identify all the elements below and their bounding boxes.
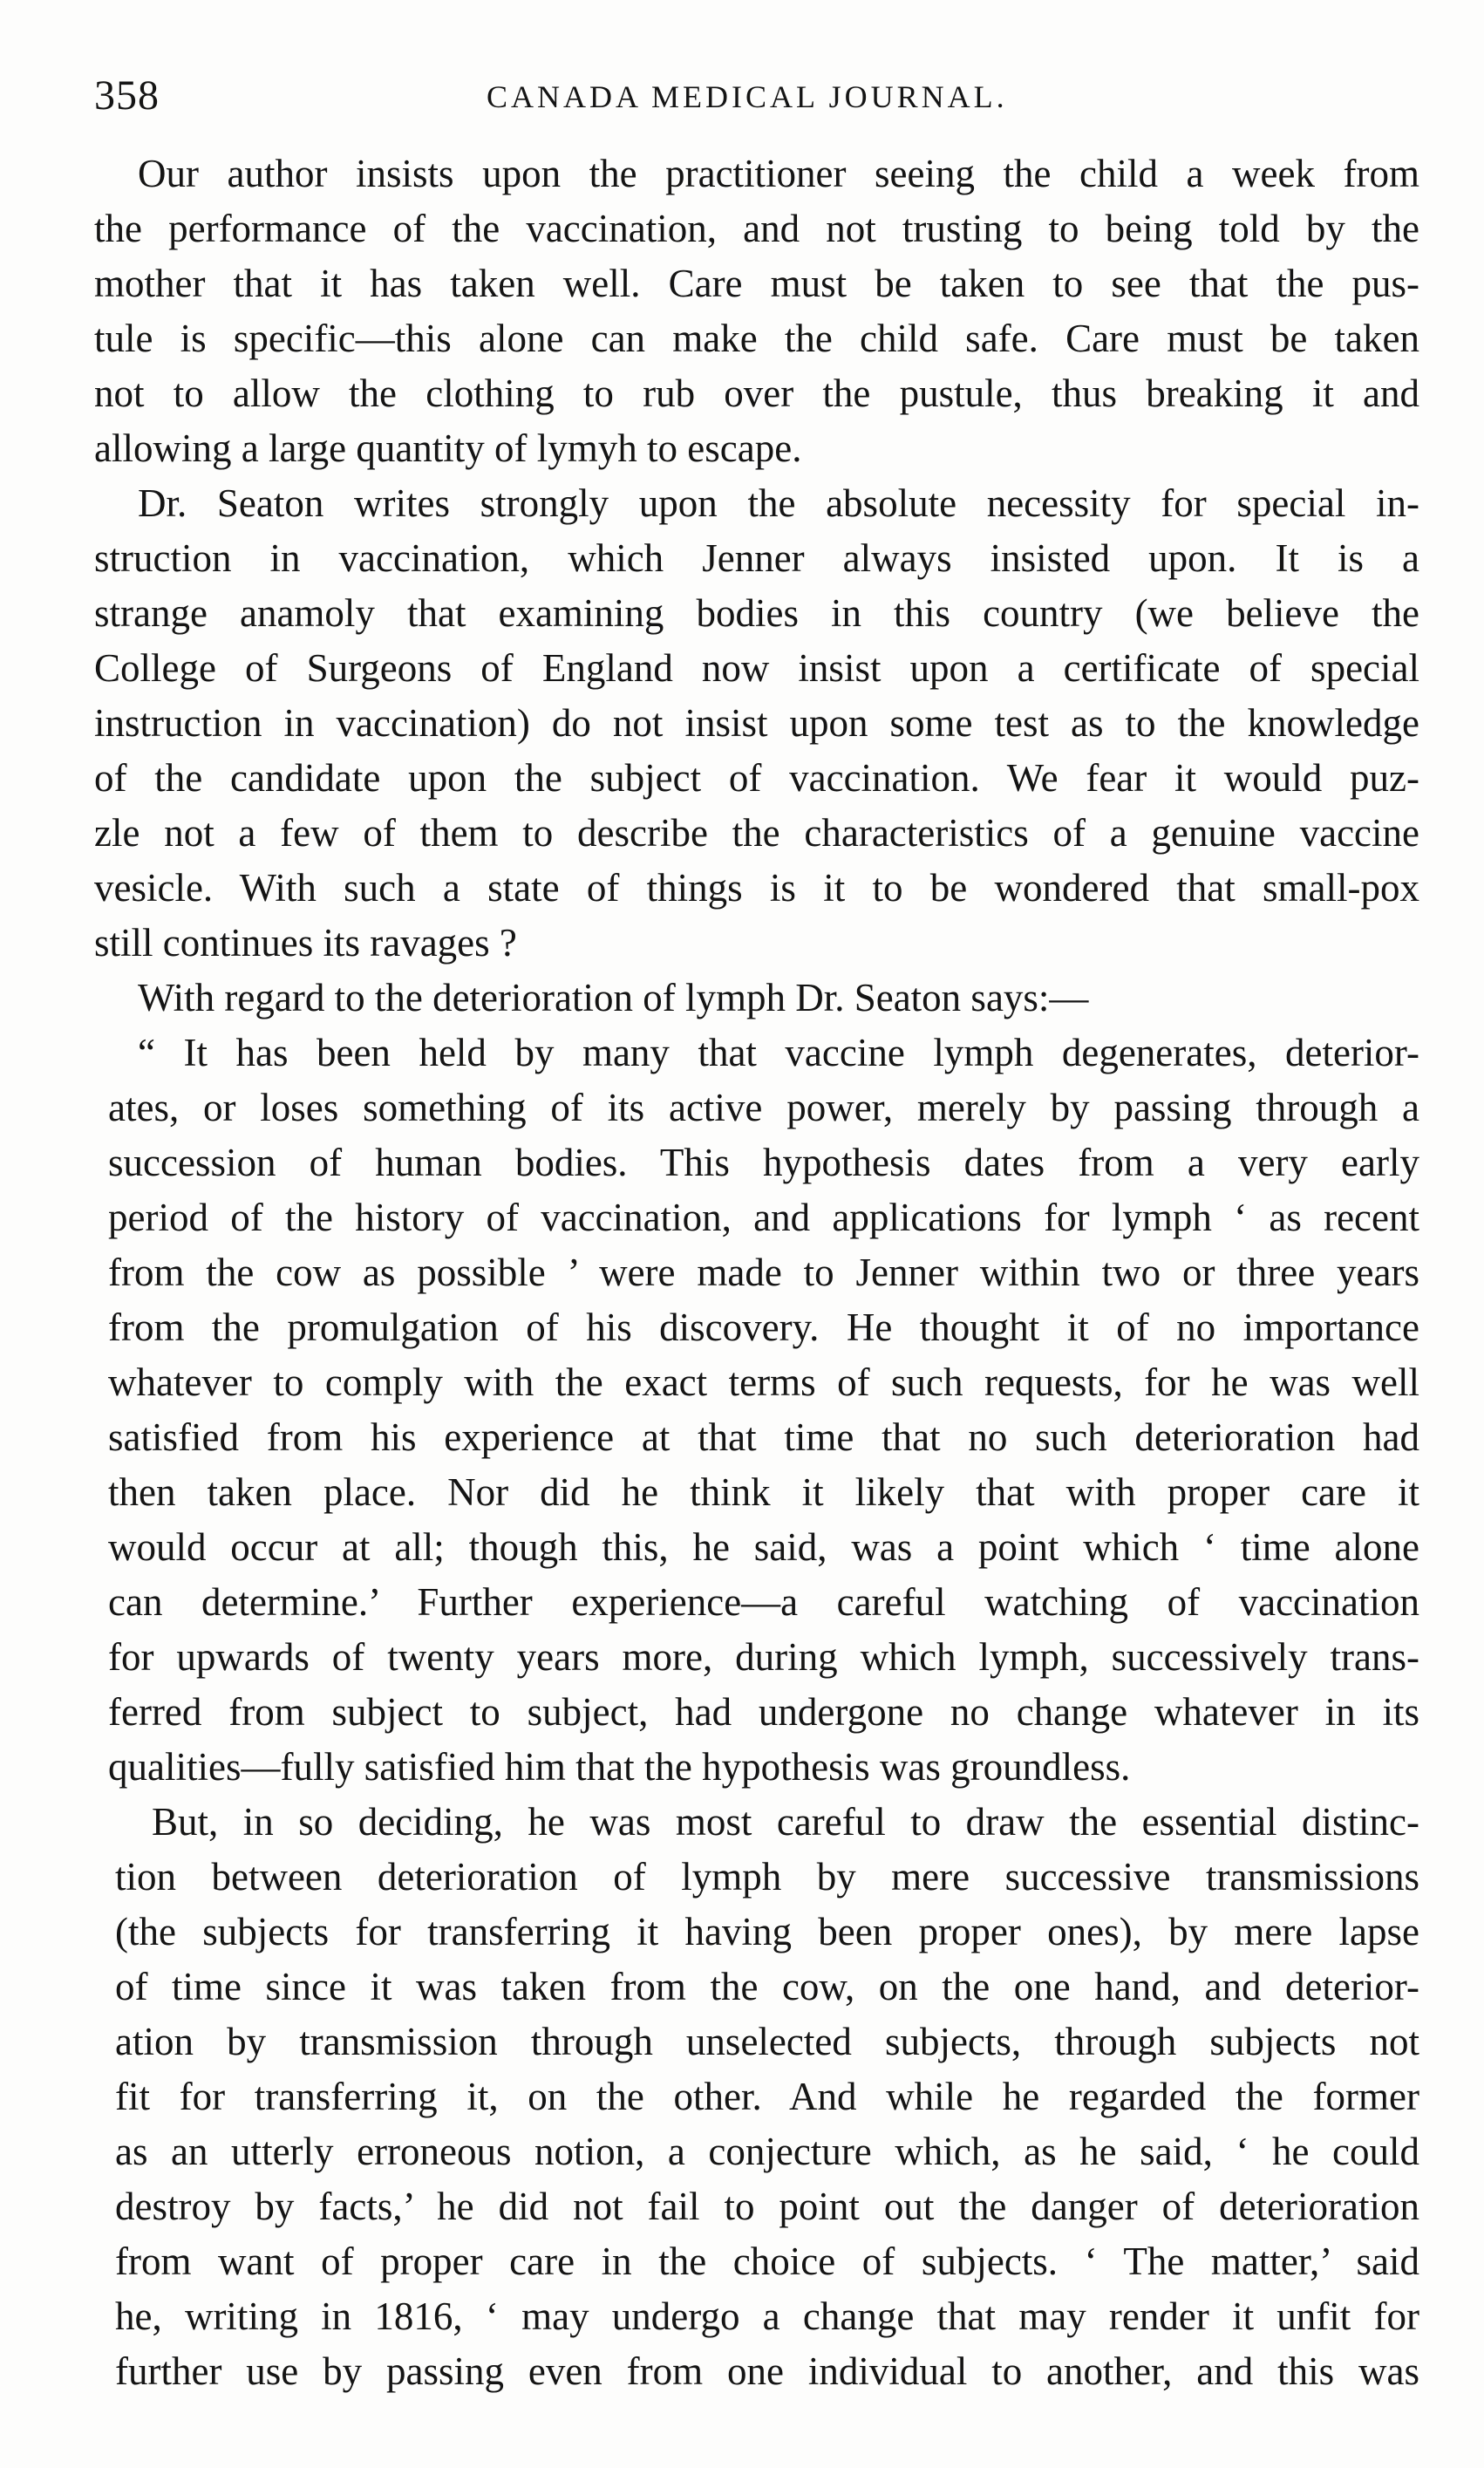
running-head: CANADA MEDICAL JOURNAL. <box>487 79 1008 114</box>
text-line: struction in vaccination, which Jenner always insisted upon. It is a <box>94 536 1419 580</box>
text-line: not to allow the clothing to rub over the pustule, thus breaking it and <box>94 372 1419 415</box>
body-text <box>94 147 1419 2399</box>
text-line: from the promulgation of his discovery. He thought it of no importance <box>108 1306 1419 1349</box>
text-line: as an utterly erroneous notion, a conjecture which, as he said, ‘ he could <box>115 2130 1419 2173</box>
text-line: ates, or loses something of its active power, merely by passing through a <box>108 1086 1419 1129</box>
text-line: from the cow as possible ’ were made to Jenner within two or three years <box>108 1251 1419 1294</box>
text-line: “ It has been held by many that vaccine lymph degenerates, deterior- <box>138 1031 1419 1074</box>
text-line: of time since it was taken from the cow, on the one hand, and deterior- <box>115 1965 1419 2008</box>
text-line: tule is specific—this alone can make the child safe. Care must be taken <box>94 317 1419 360</box>
text-line: further use by passing even from one individual to another, and this was <box>115 2349 1419 2393</box>
text-line: qualities—fully satisfied him that the hypothesis was groundless. <box>108 1745 1131 1789</box>
text-line: whatever to comply with the exact terms of such requests, for he was well <box>108 1360 1419 1404</box>
text-line: Our author insists upon the practitioner seeing the child a week from <box>138 152 1419 195</box>
text-line: then taken place. Nor did he think it likely that with proper care it <box>108 1470 1419 1514</box>
text-line: With regard to the deterioration of lymph Dr. Seaton says:— <box>138 976 1089 1019</box>
text-line: zle not a few of them to describe the characteristics of a genuine vaccine <box>94 811 1419 855</box>
text-line: Dr. Seaton writes strongly upon the absolute necessity for special in- <box>138 481 1419 525</box>
text-line: College of Surgeons of England now insist upon a certificate of special <box>94 646 1419 690</box>
text-line: can determine.’ Further experience—a careful watching of vaccination <box>108 1580 1419 1624</box>
text-line: destroy by facts,’ he did not fail to point out the danger of deterioration <box>115 2185 1419 2228</box>
text-line: the performance of the vaccination, and not trusting to being told by the <box>94 207 1419 250</box>
text-line: fit for transferring it, on the other. And while he regarded the former <box>115 2075 1419 2118</box>
text-line: ferred from subject to subject, had undergone no change whatever in its <box>108 1690 1419 1734</box>
text-line: strange anamoly that examining bodies in this country (we believe the <box>94 591 1419 635</box>
text-line: vesicle. With such a state of things is it to be wondered that small-pox <box>94 866 1419 910</box>
text-line: (the subjects for transferring it having been proper ones), by mere lapse <box>115 1910 1419 1953</box>
text-line: period of the history of vaccination, and applications for lymph ‘ as recent <box>108 1196 1419 1239</box>
text-line: for upwards of twenty years more, during which lymph, successively trans- <box>108 1635 1419 1679</box>
text-line: from want of proper care in the choice of subjects. ‘ The matter,’ said <box>115 2240 1419 2283</box>
page-number: 358 <box>94 72 160 119</box>
text-line: satisfied from his experience at that time that no such deterioration had <box>108 1415 1419 1459</box>
text-line: But, in so deciding, he was most careful to draw the essential distinc- <box>152 1800 1419 1844</box>
text-line: he, writing in 1816, ‘ may undergo a change that may render it unfit for <box>115 2294 1419 2338</box>
text-line: succession of human bodies. This hypothesis dates from a very early <box>108 1141 1419 1184</box>
text-line: still continues its ravages ? <box>94 921 517 965</box>
text-line: allowing a large quantity of lymyh to escape. <box>94 426 802 470</box>
text-line: tion between deterioration of lymph by mere successive transmissions <box>115 1855 1419 1899</box>
page-header <box>94 72 1402 124</box>
text-line: mother that it has taken well. Care must be taken to see that the pus- <box>94 262 1419 305</box>
text-line: instruction in vaccination) do not insist upon some test as to the knowledge <box>94 701 1419 745</box>
text-line: would occur at all; though this, he said, was a point which ‘ time alone <box>108 1525 1419 1569</box>
text-line: of the candidate upon the subject of vaccination. We fear it would puz- <box>94 756 1419 800</box>
text-line: ation by transmission through unselected subjects, through subjects not <box>115 2020 1419 2063</box>
